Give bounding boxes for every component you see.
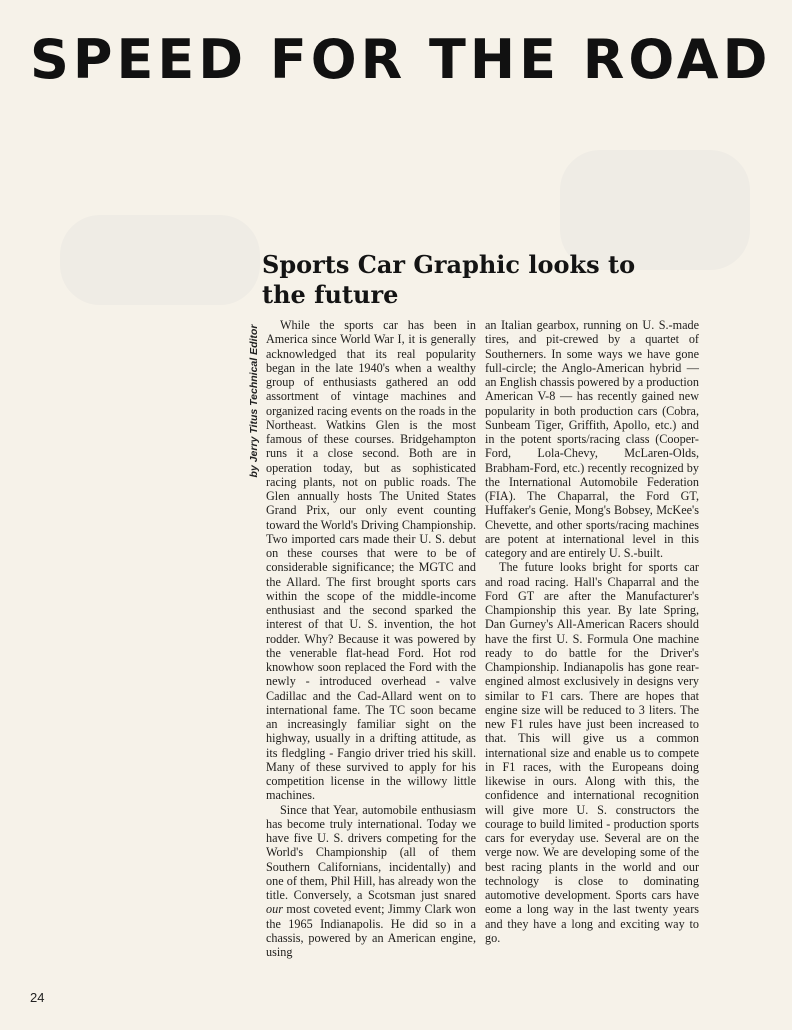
- paragraph: While the sports car has been in America since World War I, it is generally acknowledged that its real popularity began in the late 1940's when a wealthy group of enthusiasts gathered an odd assortment of vintage machines and organized racing events on the roads in the Northeast. Watkins Glen is the most famous of these courses. Bridgehampton runs it a close second. Both are in operation today, but as sophisticated racing plants, not on public roads. The Glen annually hosts The United States Grand Prix, our only event counting toward the World's Driving Championship. Two imported cars made their U. S. debut on these courses that were to be of considerable significance; the MGTC and the Allard. The first brought sports cars within the scope of the middle-income enthusiast and the second sparked the interest of that U. S. invention, the hot rodder. Why? Because it was powered by the venerable flat-head Ford. Hot rod knowhow soon replaced the Ford with the newly - introduced overhead - valve Cadillac and the Cad-Allard went on to international fame. The TC soon became an increasingly familiar sight on the highway, usually in a drifting attitude, as its fledgling - Fangio driver tried his skill. Many of these survived to apply for his competition license in the willowy little machines.: [266, 318, 476, 803]
- byline-text: by Jerry Titus Technical Editor: [248, 324, 260, 478]
- article-column-2: [485, 318, 699, 945]
- show-through-shadow: [60, 215, 260, 305]
- paragraph-text: most coveted event; Jimmy Clark won the 1965 Indianapolis. He did so in a chassis, powered by an American engine, using: [266, 902, 476, 959]
- paragraph: an Italian gearbox, running on U. S.-made tires, and pit-crewed by a quartet of Southerners. In some ways we have gone full-circle; the Anglo-American hybrid — an English chassis powered by a production American V-8 — has recently gained new popularity in both production cars (Cobra, Sunbeam Tiger, Griffith, Apollo, etc.) and in the potent sports/racing class (Cooper-Ford, Lola-Chevy, McLaren-Olds, Brabham-Ford, etc.) recently recognized by the International Automobile Federation (FIA). The Chaparral, the Ford GT, Huffaker's Genie, Mong's Bobsey, McKee's Chevette, and other sports/racing machines are potent at international level in this category and are entirely U. S.-built.: [485, 318, 699, 560]
- article-column-1: [266, 318, 476, 959]
- paragraph: [266, 803, 476, 960]
- paragraph-text: Since that Year, automobile enthusiasm has become truly international. Today we have five U. S. drivers competing for the World's Championship (all of them Southern Californians, incidentally) and one of them, Phil Hill, has already won the title. Conversely, a Scotsman just snared: [266, 802, 476, 902]
- article-headline: Sports Car Graphic looks to the future: [262, 250, 636, 309]
- emphasis-text: our: [266, 902, 283, 917]
- byline: [245, 316, 263, 486]
- page-number: 24: [30, 990, 45, 1005]
- paragraph: The future looks bright for sports car and road racing. Hall's Chaparral and the Ford GT are after the Manufacturer's Championship this year. By late Spring, Dan Gurney's All-American Racers should have the first U. S. Formula One machine ready to do battle for the Driver's Championship. Indianapolis has gone rear-engined almost exclusively in designs very similar to F1 cars. There are hopes that engine size will be reduced to 3 liters. The new F1 rules have just been increased to that. This will give us a common international size and enable us to compete in F1 races, with the Europeans doing likewise in ours. Along with this, the confidence and international recognition will give more U. S. constructors the courage to build limited - production sports cars for everyday use. Several are on the verge now. We are developing some of the best racing plants in the world and our technology is close to dominating automotive development. Sports cars have eome a long way in the last twenty years and they have a long and exciting way to go.: [485, 560, 699, 945]
- page-title: SPEED FOR THE ROAD: [30, 28, 772, 91]
